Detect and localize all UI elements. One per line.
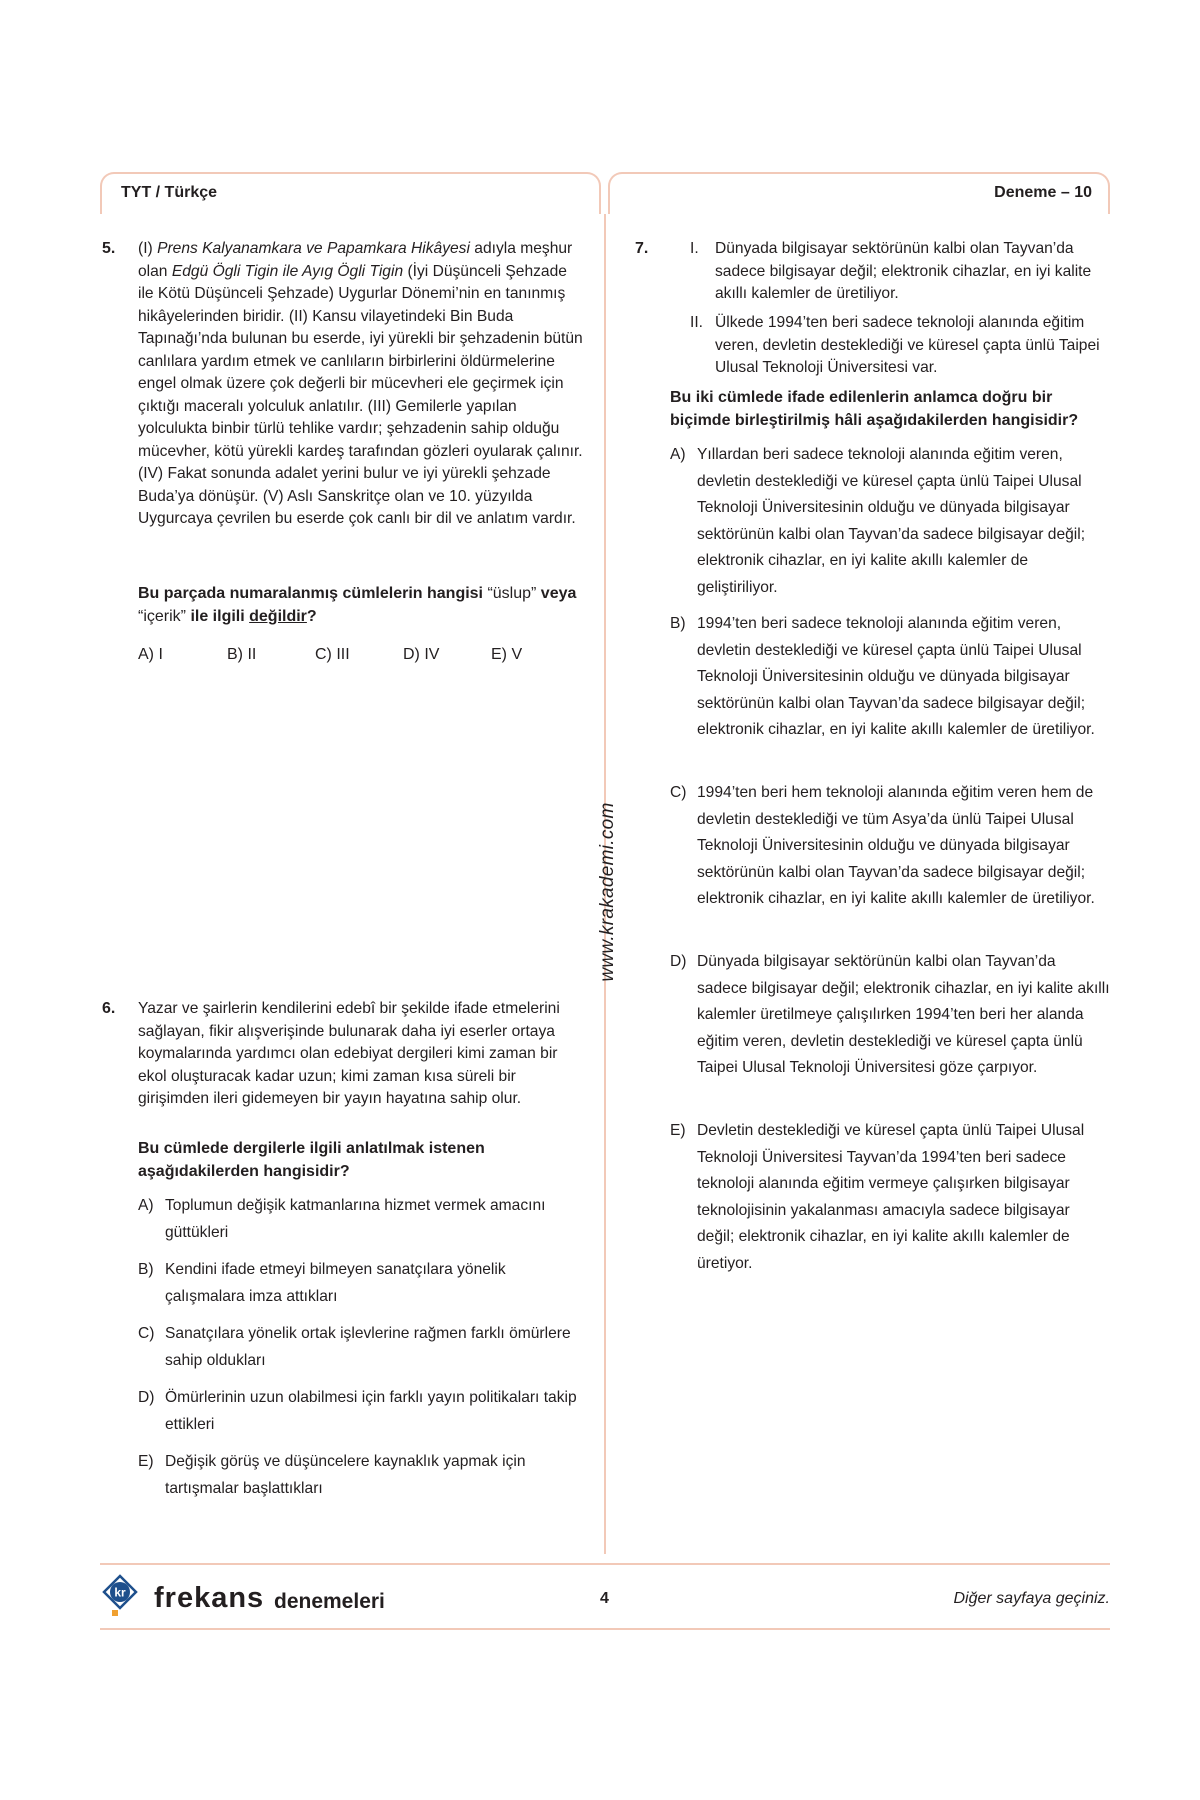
question-5-stem-part: veya: [536, 585, 577, 602]
question-7-option-e[interactable]: [670, 1118, 1110, 1277]
next-page-note: Diğer sayfaya geçiniz.: [953, 1590, 1110, 1607]
question-7-statement-1: [690, 238, 1110, 306]
question-6-option-d[interactable]: [138, 1385, 584, 1438]
option-text: Toplumun değişik katmanlarına hizmet vermek amacını güttükleri: [165, 1197, 546, 1241]
option-text: 1994’ten beri sadece teknoloji alanında eğitim veren, devletin desteklediği ve küresel çapta ünlü Taipei Ulusal Teknoloji Üniversitesinin olduğu ve dünyada bilgisayar sektörünün kalbi olan Tayvan’da sadece bilgisayar değil; elektronik cihazlar, en iyi kalite akıllı kalemler de üretiliyor.: [697, 615, 1095, 738]
option-letter: A): [670, 446, 686, 463]
option-letter: A): [138, 1197, 154, 1214]
question-6-option-c[interactable]: [138, 1321, 584, 1374]
option-text: Devletin desteklediği ve küresel çapta ünlü Taipei Ulusal Teknoloji Üniversitesi Tayvan’da 1994’ten beri sadece teknoloji alanında eğitim vermeye çalışırken bilgisayar teknolojisinin yakalanması amacıyla sadece bilgisayar değil; elektronik cihazlar, en iyi kalite akıllı kalemler de üretiyor.: [697, 1122, 1085, 1272]
option-text: Dünyada bilgisayar sektörünün kalbi olan Tayvan’da sadece bilgisayar değil; elektronik cihazlar, en iyi kalite akıllı kalemler üretilmeye çalışılırken 1994’ten beri her alanda eğitim veren, devletin desteklediği ve küresel çapta ünlü Taipei Ulusal Teknoloji Üniversitesi göze çarpıyor.: [697, 953, 1110, 1076]
page-number: 4: [600, 1590, 609, 1607]
question-5-stem-part: ?: [306, 608, 317, 625]
option-letter: D): [138, 1389, 155, 1406]
question-7-number: 7.: [635, 240, 649, 257]
question-5-choice-a[interactable]: A) I: [138, 646, 163, 663]
question-5-passage-segment: Prens Kalyanamkara ve Papamkara Hikâyesi: [157, 240, 470, 257]
question-7-option-a[interactable]: [670, 442, 1110, 601]
question-6-option-e[interactable]: [138, 1449, 584, 1502]
statement-text: Ülkede 1994’ten beri sadece teknoloji alanında eğitim veren, devletin desteklediği ve küresel çapta ünlü Taipei Ulusal Teknoloji Üniversitesi var.: [715, 314, 1100, 376]
option-text: 1994’ten beri hem teknoloji alanında eğitim veren hem de devletin desteklediği ve tüm Asya’da ünlü Taipei Ulusal Teknoloji Üniversitesinin olduğu ve dünyada bilgisayar sektörünün kalbi olan Tayvan’da sadece bilgisayar değil; elektronik cihazlar, en iyi kalite akıllı kalemler de üretiliyor.: [697, 784, 1095, 907]
svg-text:kr: kr: [114, 1585, 126, 1600]
question-5-passage-segment: adıyla meşhur olan: [138, 240, 573, 280]
statement-numeral: I.: [690, 240, 699, 257]
footer-top-rule: [100, 1563, 1110, 1565]
question-7-option-c[interactable]: [670, 780, 1110, 913]
option-text: Kendini ifade etmeyi bilmeyen sanatçılara yönelik çalışmalara imza attıkları: [165, 1261, 506, 1305]
option-text: Sanatçılara yönelik ortak işlevlerine rağmen farklı ömürlere sahip oldukları: [165, 1325, 571, 1369]
question-5-stem-degildir: değildir: [249, 608, 307, 625]
question-6-passage: Yazar ve şairlerin kendilerini edebî bir şekilde ifade etmelerini sağlayan, fikir alışverişinde bulunarak daha iyi eserler ortaya koymalarında yardımcı olan edebiyat dergileri kimi zaman bir ekol oluşturacak kadar uzun; kimi zaman kısa süreli bir girişimden ileri gidemeyen bir yayın hayatına sahip olur.: [138, 1000, 560, 1107]
question-6-option-a[interactable]: [138, 1193, 584, 1246]
question-5-choice-d[interactable]: D) IV: [403, 646, 440, 663]
question-5-choice-c[interactable]: C) III: [315, 646, 350, 663]
question-5-stem-uslup: “üslup”: [487, 585, 537, 602]
subject-title: TYT / Türkçe: [121, 184, 218, 201]
question-5-passage-segment: Edgü Ögli Tigin ile Ayıg Ögli Tigin: [171, 262, 404, 280]
option-letter: C): [138, 1325, 155, 1342]
option-letter: B): [670, 615, 686, 632]
frekans-logo: [100, 1572, 400, 1622]
option-letter: B): [138, 1261, 154, 1278]
option-letter: C): [670, 784, 687, 801]
question-5-choice-e[interactable]: E) V: [491, 646, 523, 663]
option-letter: E): [670, 1122, 686, 1139]
watermark: www.krakademi.com: [597, 802, 618, 982]
question-5-passage-segment: (I): [138, 240, 158, 257]
option-text: Yıllardan beri sadece teknoloji alanında eğitim veren, devletin desteklediği ve küresel çapta ünlü Taipei Ulusal Teknoloji Üniversitesinin olduğu ve dünyada bilgisayar sektörünün kalbi olan Tayvan’da sadece bilgisayar değil; elektronik cihazlar, en iyi kalite akıllı kalemler de geliştiriliyor.: [697, 446, 1086, 596]
question-5-stem-part: Bu parçada numaralanmış cümlelerin hangisi: [138, 585, 488, 602]
question-5-number: 5.: [102, 240, 116, 257]
question-5-stem: [138, 582, 584, 628]
statement-numeral: II.: [690, 314, 703, 331]
footer-bottom-rule: [100, 1628, 1110, 1630]
question-5-passage-segment: (İyi Düşünceli Şehzade ile Kötü Düşünceli Şehzade) Uygurlar Dönemi’nin en tanınmış hikâyelerinden biridir. (II) Kansu vilayetindeki Bin Buda Tapınağı’nda bulunan bu eserde, iyi yürekli bir şehzadenin bütün canlılara yardım etmek ve canlıların birbirlerini öldürmelerine engel olmak üzere çok değerli bir mücevheri ele geçirmek için çıktığı maceralı yolculuk anlatılır. (III) Gemilerle yapılan yolculukta binbir türlü tehlike vardır; şehzadenin sahip olduğu mücevher, kötü yürekli kardeş tarafından gözleri oyularak çalınır. (IV) Fakat sonunda adalet yerini bulur ve iyi yürekli şehzade Buda’ya dönüşür. (V) Aslı Sanskritçe olan ve 10. yüzyılda Uygurcaya çevrilen bu eserde çok canlı bir dil ve anlatım vardır.: [138, 262, 583, 527]
question-5-stem-icerik: “içerik”: [138, 608, 186, 625]
option-letter: D): [670, 953, 687, 970]
option-text: Değişik görüş ve düşüncelere kaynaklık yapmak için tartışmalar başlattıkları: [165, 1453, 526, 1497]
question-5-choice-b[interactable]: B) II: [227, 646, 257, 663]
exam-title: Deneme – 10: [994, 184, 1092, 201]
question-5-passage: [138, 238, 584, 531]
question-6-number: 6.: [102, 1000, 116, 1017]
option-letter: E): [138, 1453, 154, 1470]
question-7-option-b[interactable]: [670, 611, 1110, 744]
question-7-stem: Bu iki cümlede ifade edilenlerin anlamca doğru bir biçimde birleştirilmiş hâli aşağıdakilerden hangisidir?: [670, 389, 1079, 429]
logo-frekans-text: frekans: [154, 1582, 265, 1614]
question-7-statement-2: [690, 312, 1110, 380]
question-6-option-b[interactable]: [138, 1257, 584, 1310]
question-6-stem: Bu cümlede dergilerle ilgili anlatılmak istenen aşağıdakilerden hangisidir?: [138, 1140, 485, 1180]
statement-text: Dünyada bilgisayar sektörünün kalbi olan Tayvan’da sadece bilgisayar değil; elektronik cihazlar, en iyi kalite akıllı kalemler de üretiliyor.: [715, 240, 1092, 302]
option-text: Ömürlerinin uzun olabilmesi için farklı yayın politikaları takip ettikleri: [165, 1389, 577, 1433]
kr-badge-icon: [104, 1576, 136, 1616]
question-7-option-d[interactable]: [670, 949, 1110, 1082]
logo-denemeleri-text: denemeleri: [274, 1590, 385, 1613]
question-5-stem-part: ile ilgili: [186, 608, 250, 625]
